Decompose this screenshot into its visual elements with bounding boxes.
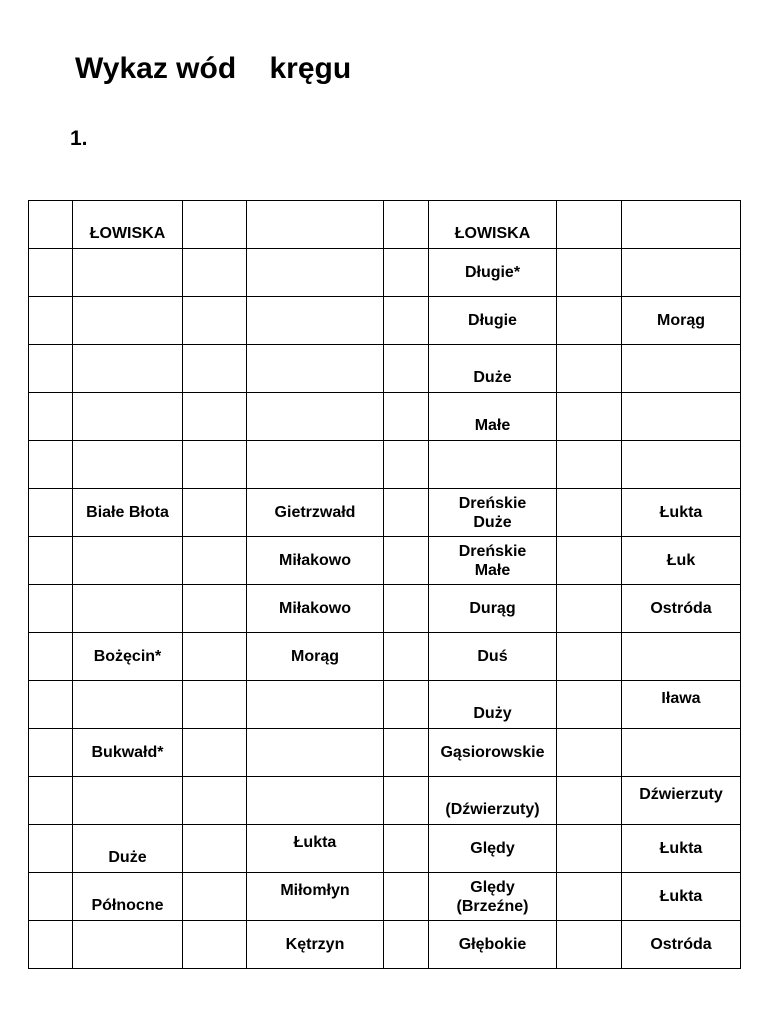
table-row bbox=[29, 489, 741, 537]
table-cell bbox=[29, 825, 73, 873]
table-cell bbox=[384, 633, 429, 681]
table-cell bbox=[73, 777, 183, 825]
cell-text: Ględy bbox=[470, 840, 515, 857]
table-cell bbox=[429, 201, 557, 249]
table-row bbox=[29, 873, 741, 921]
table-cell bbox=[183, 393, 247, 441]
table-cell bbox=[183, 489, 247, 537]
table-cell bbox=[183, 681, 247, 729]
table-cell bbox=[73, 681, 183, 729]
table-cell bbox=[29, 633, 73, 681]
table-cell bbox=[429, 297, 557, 345]
cell-text: Długie bbox=[468, 312, 517, 329]
table-cell bbox=[73, 393, 183, 441]
cell-text: Gąsiorowskie bbox=[440, 744, 545, 761]
table-cell bbox=[29, 393, 73, 441]
table-cell bbox=[73, 537, 183, 585]
table-row bbox=[29, 921, 741, 969]
table-cell bbox=[557, 729, 622, 777]
table-cell bbox=[384, 729, 429, 777]
table-cell bbox=[384, 777, 429, 825]
table-cell bbox=[429, 921, 557, 969]
table-cell bbox=[429, 249, 557, 297]
cell-text: Północne bbox=[91, 897, 164, 914]
table-cell bbox=[247, 201, 384, 249]
table-row bbox=[29, 537, 741, 585]
cell-text: Białe Błota bbox=[86, 504, 169, 521]
table-row bbox=[29, 585, 741, 633]
cell-text: Długie* bbox=[464, 264, 521, 281]
table-cell bbox=[557, 777, 622, 825]
cell-text: ŁOWISKA bbox=[89, 225, 166, 242]
table-cell bbox=[247, 585, 384, 633]
cell-text: Dreńskie Duże bbox=[458, 494, 527, 531]
table-cell bbox=[384, 297, 429, 345]
cell-text: Duży bbox=[473, 705, 512, 722]
table-cell bbox=[29, 873, 73, 921]
table-cell bbox=[183, 729, 247, 777]
table-cell bbox=[622, 297, 741, 345]
table-cell bbox=[384, 489, 429, 537]
table-cell bbox=[247, 921, 384, 969]
table-cell bbox=[384, 441, 429, 489]
table-cell bbox=[183, 537, 247, 585]
table-cell bbox=[557, 345, 622, 393]
table-cell bbox=[429, 393, 557, 441]
table-row bbox=[29, 825, 741, 873]
cell-text: Morąg bbox=[291, 648, 339, 665]
cell-text: Bożęcin* bbox=[93, 648, 162, 665]
cell-text: Miłakowo bbox=[278, 600, 351, 617]
table-cell bbox=[247, 393, 384, 441]
table-cell bbox=[29, 201, 73, 249]
cell-text: Dźwierzuty bbox=[639, 786, 723, 803]
table-cell bbox=[183, 633, 247, 681]
cell-text: Łuk bbox=[666, 552, 696, 569]
table-cell bbox=[622, 441, 741, 489]
cell-text: Głębokie bbox=[458, 936, 527, 953]
table-cell bbox=[29, 777, 73, 825]
table-cell bbox=[247, 825, 384, 873]
table-cell bbox=[429, 873, 557, 921]
table-cell bbox=[183, 921, 247, 969]
table-row bbox=[29, 633, 741, 681]
table-cell bbox=[557, 441, 622, 489]
table-row bbox=[29, 345, 741, 393]
table-cell bbox=[622, 681, 741, 729]
table-cell bbox=[557, 201, 622, 249]
table-cell bbox=[622, 201, 741, 249]
cell-text: Łukta bbox=[659, 840, 703, 857]
table-cell bbox=[247, 633, 384, 681]
table-cell bbox=[73, 825, 183, 873]
table-cell bbox=[429, 537, 557, 585]
table-cell bbox=[622, 393, 741, 441]
table-cell bbox=[557, 825, 622, 873]
table-cell bbox=[73, 585, 183, 633]
table-cell bbox=[384, 873, 429, 921]
cell-text: Łukta bbox=[293, 834, 337, 851]
table-cell bbox=[247, 249, 384, 297]
table-cell bbox=[429, 489, 557, 537]
table-cell bbox=[429, 441, 557, 489]
table-cell bbox=[29, 729, 73, 777]
section-number: 1. bbox=[70, 127, 88, 150]
table-cell bbox=[73, 921, 183, 969]
table-row bbox=[29, 249, 741, 297]
table-cell bbox=[73, 345, 183, 393]
cell-text: Dreńskie Małe bbox=[458, 542, 527, 579]
table-cell bbox=[247, 441, 384, 489]
cell-text: Łukta bbox=[659, 888, 703, 905]
table-cell bbox=[429, 345, 557, 393]
table-cell bbox=[622, 585, 741, 633]
table-row bbox=[29, 441, 741, 489]
cell-text: Durąg bbox=[469, 600, 516, 617]
table-cell bbox=[557, 873, 622, 921]
table-cell bbox=[557, 297, 622, 345]
table-cell bbox=[29, 585, 73, 633]
table-cell bbox=[183, 585, 247, 633]
table-cell bbox=[429, 585, 557, 633]
document-title: Wykaz wód kręgu bbox=[75, 52, 352, 85]
table-cell bbox=[557, 633, 622, 681]
table-cell bbox=[29, 249, 73, 297]
table-cell bbox=[29, 345, 73, 393]
table-row bbox=[29, 729, 741, 777]
cell-text: Ostróda bbox=[650, 600, 712, 617]
cell-text: Miłomłyn bbox=[280, 882, 350, 899]
table-cell bbox=[247, 297, 384, 345]
table-cell bbox=[29, 441, 73, 489]
table-cell bbox=[622, 249, 741, 297]
table-cell bbox=[183, 249, 247, 297]
table-cell bbox=[384, 537, 429, 585]
table-cell bbox=[429, 777, 557, 825]
table-cell bbox=[622, 873, 741, 921]
table-cell bbox=[247, 777, 384, 825]
table-cell bbox=[384, 201, 429, 249]
table-cell bbox=[29, 489, 73, 537]
table-cell bbox=[557, 393, 622, 441]
table-row bbox=[29, 297, 741, 345]
table-cell bbox=[73, 201, 183, 249]
table-cell bbox=[247, 873, 384, 921]
cell-text: Duże bbox=[473, 369, 512, 386]
table-cell bbox=[183, 297, 247, 345]
table-cell bbox=[29, 537, 73, 585]
table-cell bbox=[557, 681, 622, 729]
table-row bbox=[29, 393, 741, 441]
cell-text: Duże bbox=[108, 849, 147, 866]
table-cell bbox=[183, 777, 247, 825]
table-cell bbox=[384, 345, 429, 393]
table-cell bbox=[73, 489, 183, 537]
table-cell bbox=[429, 729, 557, 777]
table-cell bbox=[247, 489, 384, 537]
cell-text: Duś bbox=[477, 648, 508, 665]
table-cell bbox=[622, 729, 741, 777]
table-cell bbox=[622, 489, 741, 537]
table-cell bbox=[29, 681, 73, 729]
table-cell bbox=[183, 201, 247, 249]
table-cell bbox=[557, 585, 622, 633]
table-cell bbox=[557, 921, 622, 969]
table-cell bbox=[73, 441, 183, 489]
table-cell bbox=[73, 729, 183, 777]
table-cell bbox=[557, 489, 622, 537]
table-cell bbox=[622, 921, 741, 969]
table-row bbox=[29, 777, 741, 825]
table-cell bbox=[183, 873, 247, 921]
table-cell bbox=[73, 297, 183, 345]
table-cell bbox=[73, 249, 183, 297]
cell-text: Ostróda bbox=[650, 936, 712, 953]
table-cell bbox=[557, 249, 622, 297]
table-cell bbox=[384, 393, 429, 441]
table-cell bbox=[29, 921, 73, 969]
table-cell bbox=[384, 681, 429, 729]
table-cell bbox=[429, 633, 557, 681]
cell-text: ŁOWISKA bbox=[454, 225, 531, 242]
cell-text: Kętrzyn bbox=[285, 936, 345, 953]
cell-text: Łukta bbox=[659, 504, 703, 521]
table-cell bbox=[622, 825, 741, 873]
cell-text: Morąg bbox=[657, 312, 705, 329]
table-row bbox=[29, 681, 741, 729]
table-cell bbox=[429, 825, 557, 873]
table-cell bbox=[384, 921, 429, 969]
table-cell bbox=[622, 537, 741, 585]
table-cell bbox=[384, 585, 429, 633]
table-cell bbox=[384, 825, 429, 873]
table-cell bbox=[183, 825, 247, 873]
table-cell bbox=[73, 873, 183, 921]
table-cell bbox=[557, 537, 622, 585]
table-cell bbox=[183, 441, 247, 489]
table-cell bbox=[247, 681, 384, 729]
table-cell bbox=[29, 297, 73, 345]
fishery-table bbox=[28, 200, 741, 969]
cell-text: Bukwałd* bbox=[91, 744, 164, 761]
table-cell bbox=[247, 537, 384, 585]
table-row bbox=[29, 201, 741, 249]
table-cell bbox=[73, 633, 183, 681]
cell-text: Iława bbox=[661, 690, 701, 707]
table-cell bbox=[384, 249, 429, 297]
cell-text: Ględy (Brzeźne) bbox=[456, 878, 529, 915]
table-cell bbox=[247, 345, 384, 393]
table-cell bbox=[247, 729, 384, 777]
table-cell bbox=[622, 777, 741, 825]
cell-text: Miłakowo bbox=[278, 552, 351, 569]
cell-text: Gietrzwałd bbox=[274, 504, 356, 521]
cell-text: (Dźwierzuty) bbox=[445, 801, 540, 818]
table-cell bbox=[183, 345, 247, 393]
table-cell bbox=[622, 345, 741, 393]
cell-text: Małe bbox=[474, 417, 511, 434]
table-cell bbox=[622, 633, 741, 681]
table-cell bbox=[429, 681, 557, 729]
